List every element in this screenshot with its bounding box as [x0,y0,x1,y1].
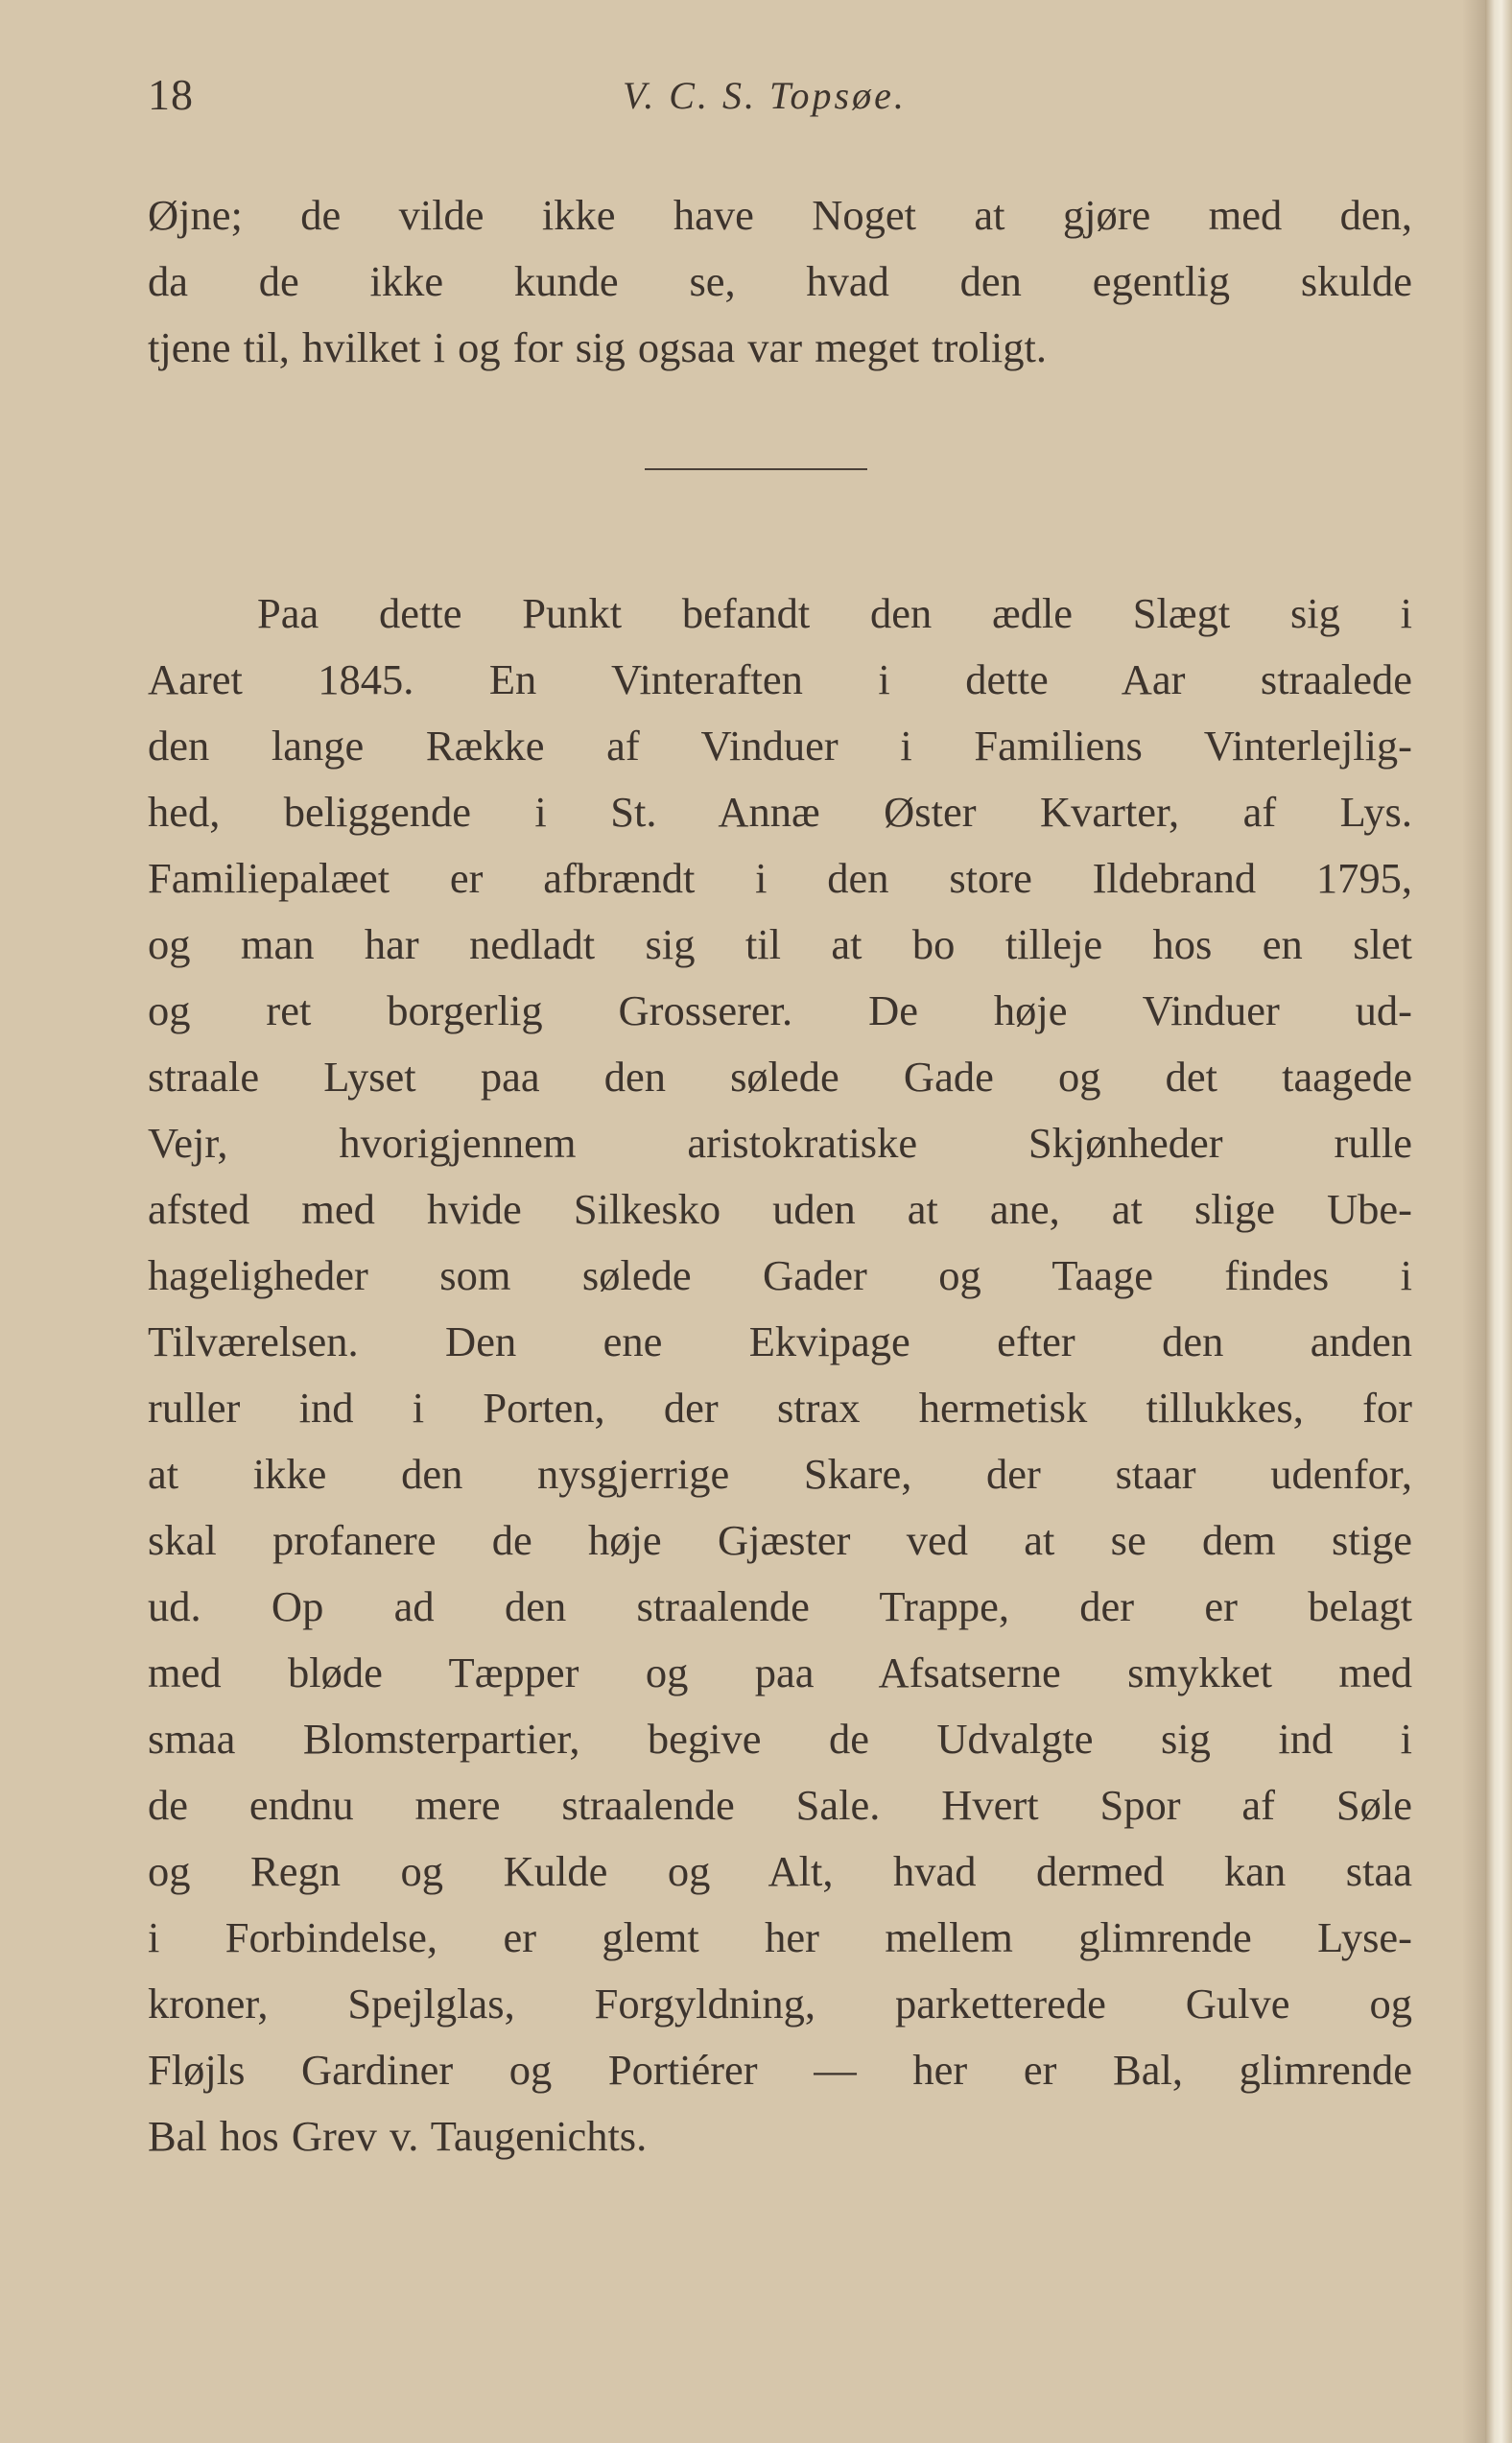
text-line: i Forbindelse, er glemt her mellem glimrende Lyse- [148,1913,1412,1961]
text-line: Tilværelsen. Den ene Ekvipage efter den anden [148,1317,1412,1365]
page-number: 18 [148,70,194,119]
paragraph-main [148,581,1412,2170]
text-line: at ikke den nysgjerrige Skare, der staar udenfor, [148,1450,1412,1498]
text-line: smaa Blomsterpartier, begive de Udvalgte sig ind i [148,1715,1412,1763]
text-line: Familiepalæet er afbrændt i den store Ildebrand 1795, [148,854,1412,902]
page-edge [1485,0,1512,2443]
text-line: kroner, Spejlglas, Forgyldning, parketterede Gulve og [148,1980,1412,2028]
text-line: da de ikke kunde se, hvad den egentlig skulde [148,257,1412,305]
text-line: ud. Op ad den straalende Trappe, der er belagt [148,1582,1412,1630]
text-line: og man har nedladt sig til at bo tilleje hos en slet [148,920,1412,968]
text-line: de endnu mere straalende Sale. Hvert Spor af Søle [148,1781,1412,1829]
text-line: tjene til, hvilket i og for sig ogsaa var meget troligt. [148,323,1047,371]
text-line: den lange Række af Vinduer i Familiens Vinterlejlig- [148,722,1412,770]
text-line: Bal hos Grev v. Taugenichts. [148,2112,648,2160]
text-line: afsted med hvide Silkesko uden at ane, at slige Ube- [148,1185,1412,1233]
text-line: hed, beliggende i St. Annæ Øster Kvarter, af Lys. [148,788,1412,836]
text-line: med bløde Tæpper og paa Afsatserne smykket med [148,1648,1412,1696]
running-head [148,69,1414,127]
text-line: Fløjls Gardiner og Portiérer — her er Bal, glimrende [148,2046,1412,2094]
page-gutter-shadow [1462,0,1485,2443]
section-divider [645,468,867,470]
text-line: Øjne; de vilde ikke have Noget at gjøre med den, [148,191,1412,239]
text-line: ruller ind i Porten, der strax hermetisk tillukkes, for [148,1384,1412,1432]
text-line: Aaret 1845. En Vinteraften i dette Aar straalede [148,655,1412,703]
running-title: V. C. S. Topsøe. [623,74,907,117]
text-line: hageligheder som sølede Gader og Taage findes i [148,1251,1412,1299]
text-line: og ret borgerlig Grosserer. De høje Vinduer ud- [148,986,1412,1034]
text-line: Paa dette Punkt befandt den ædle Slægt sig i [257,589,1412,637]
text-line: straale Lyset paa den sølede Gade og det taagede [148,1053,1412,1101]
text-line: skal profanere de høje Gjæster ved at se dem stige [148,1516,1412,1564]
text-line: Vejr, hvorigjennem aristokratiske Skjønheder rulle [148,1119,1412,1167]
paragraph-continued [148,182,1412,381]
text-line: og Regn og Kulde og Alt, hvad dermed kan staa [148,1847,1412,1895]
